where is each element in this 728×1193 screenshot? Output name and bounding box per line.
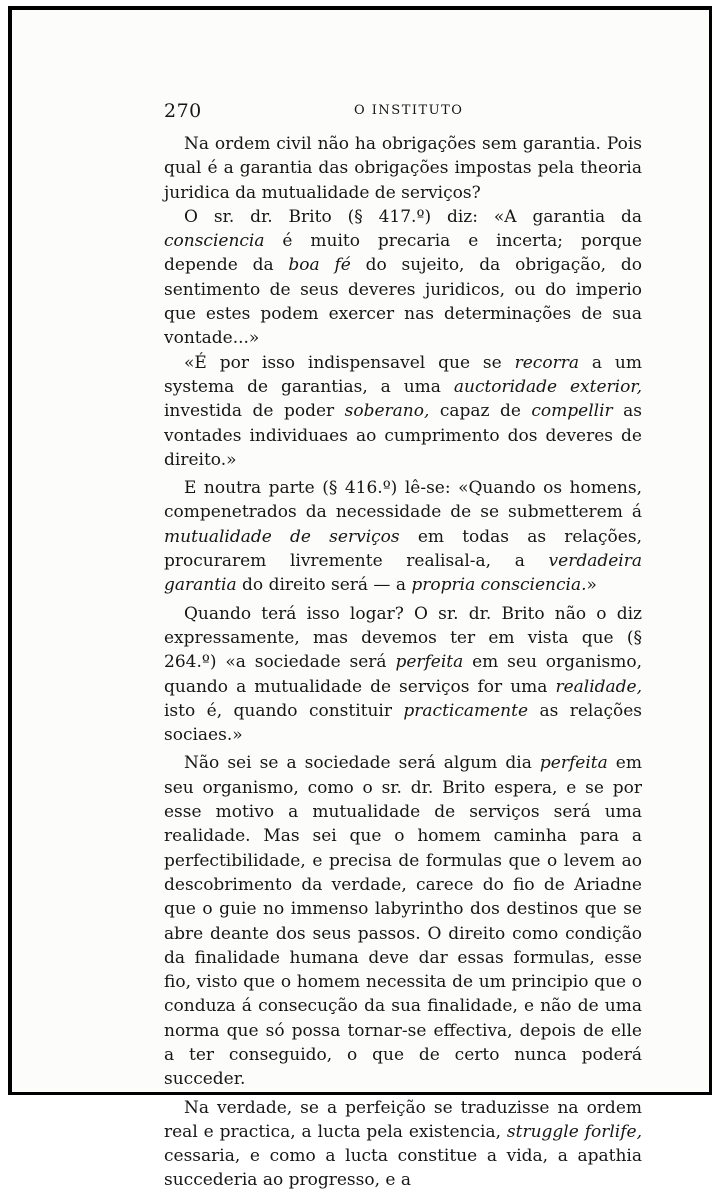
paragraph-5: Quando terá isso logar? O sr. dr. Brito não o diz expressamente, mas devemos ter em vista que (§ 264.º) «a sociedade será perfeita em seu organismo, quando a mutualidade de serviços for uma realidade, isto é, quando constituir practicamente as relações sociaes.» — [164, 603, 643, 746]
running-title: O INSTITUTO — [354, 103, 464, 118]
page-number: 270 — [164, 100, 202, 122]
page-header — [164, 100, 642, 126]
paragraph-7: Na verdade, se a perfeição se traduzisse na ordem real e practica, a lucta pela existencia, struggle forlife, cessaria, e como a lucta constitue a vida, a apathia succederia ao progresso, e a — [164, 1097, 642, 1191]
paragraph-4: E noutra parte (§ 416.º) lê-se: «Quando os homens, compenetrados da necessidade de se submetterem á mutualidade de serviços em todas as relações, procurarem livremente realisal-a, a verdadeira garantia do direito será — a propria consciencia.» — [164, 478, 642, 596]
paragraph-1: Na ordem civil não ha obrigações sem garantia. Pois qual é a garantia das obrigações impostas pela theoria juridica da mutualidade de serviços? — [164, 134, 642, 203]
book-page — [164, 100, 642, 1193]
paragraph-2: O sr. dr. Brito (§ 417.º) diz: «A garantia da consciencia é muito precaria e incerta; porque depende da boa fé do sujeito, da obrigação, do sentimento de seus deveres juridicos, ou do imperio que estes podem exercer nas determinações de sua vontade...» — [164, 206, 642, 349]
paragraph-6: Não sei se a sociedade será algum dia perfeita em seu organismo, como o sr. dr. Brito espera, e se por esse motivo a mutualidade de serviços será uma realidade. Mas sei que o homem caminha para a perfectibilidade, e precisa de formulas que o levem ao descobrimento da verdade, carece do fio de Ariadne que o guie no immenso labyrintho dos destinos que se abre deante dos seus passos. O direito como condição da finalidade humana deve dar essas formulas, esse fio, visto que o homem necessita de um principio que o conduza á consecução da sua finalidade, e não de uma norma que só possa tornar-se effectiva, depois de elle a ter conseguido, o que de certo nunca poderá succeder. — [164, 753, 642, 1090]
page-frame — [8, 6, 712, 1191]
paragraph-3: «É por isso indispensavel que se recorra a um systema de garantias, a uma auctoridade exterior, investida de poder soberano, capaz de compellir as vontades individuaes ao cumprimento dos deveres de direito.» — [164, 352, 642, 470]
